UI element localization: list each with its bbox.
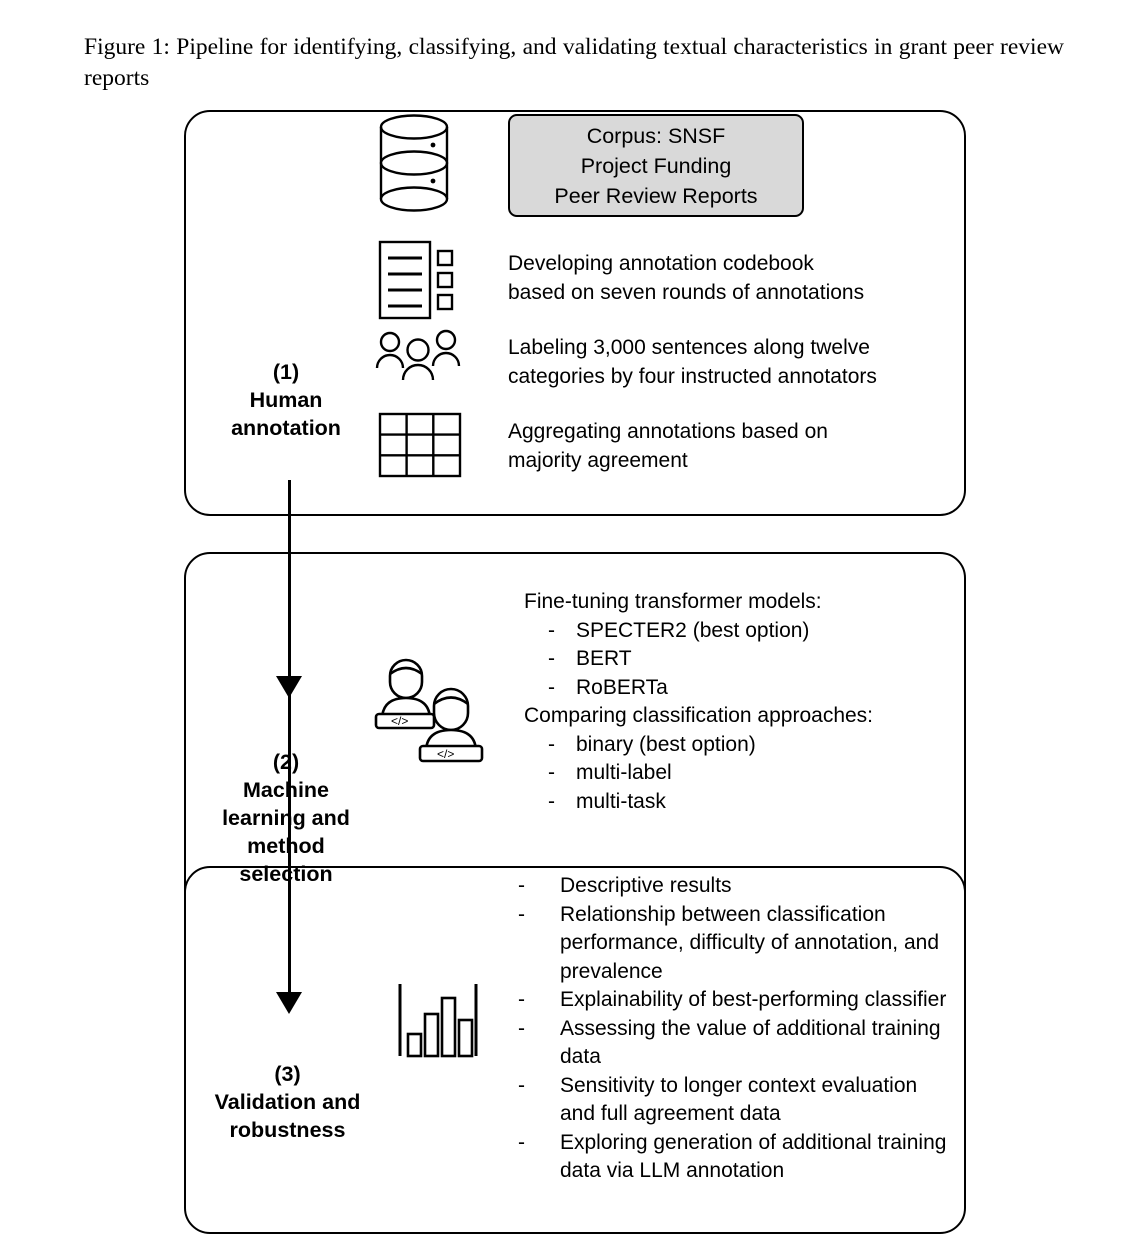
- list-item: [524, 759, 944, 788]
- dash: -: [518, 874, 525, 897]
- aggregating-text-line1: Aggregating annotations based on: [508, 420, 828, 443]
- dash: -: [548, 789, 555, 813]
- stage-3-title-line2: robustness: [229, 1118, 346, 1142]
- result-label: Sensitivity to longer context evaluation and full agreement data: [560, 1073, 918, 1125]
- dash: -: [518, 902, 525, 926]
- stage-2-approach-list: [524, 731, 944, 817]
- dash: -: [548, 647, 555, 670]
- people-icon: [374, 328, 466, 388]
- model-label: BERT: [576, 647, 632, 670]
- list-item: [524, 731, 944, 760]
- dash: -: [548, 732, 555, 756]
- dash: -: [518, 1073, 525, 1097]
- codebook-text-line2: based on seven rounds of annotations: [508, 280, 865, 304]
- stage-3-result-list: [518, 872, 958, 1186]
- result-label: Assessing the value of additional training data: [560, 1016, 941, 1068]
- list-item: [524, 645, 944, 674]
- corpus-line-2: Project Funding: [580, 153, 732, 178]
- stage-3-number: (3): [274, 1062, 301, 1086]
- codebook-icon: [378, 240, 462, 320]
- dash: -: [518, 988, 525, 1011]
- model-label: SPECTER2 (best option): [576, 618, 810, 642]
- codebook-text: [508, 250, 938, 307]
- dash: -: [548, 761, 555, 784]
- stage-2-title-line3: method: [247, 834, 325, 858]
- stage-2-number: (2): [272, 750, 300, 774]
- aggregating-text-line2: majority agreement: [508, 448, 688, 472]
- corpus-line-3: Peer Review Reports: [554, 183, 758, 208]
- result-label: Relationship between classification performance, difficulty of annotation, and prevalence: [560, 902, 940, 983]
- stage-3-title-line1: Validation and: [214, 1090, 361, 1114]
- list-item: [524, 788, 944, 817]
- svg-text:</>: </>: [391, 714, 409, 728]
- list-item: [518, 872, 958, 901]
- arrow-stage1-to-stage3-line: [288, 480, 291, 996]
- stage-2-text: [524, 588, 944, 816]
- corpus-line-1: Corpus: SNSF: [586, 123, 726, 148]
- stage-2-model-list: [524, 617, 944, 703]
- list-item: [518, 901, 958, 987]
- stage-2-title-line1: Machine: [242, 778, 330, 802]
- dash: -: [518, 1016, 525, 1040]
- stage-3-label: [190, 1060, 385, 1144]
- list-item: [518, 986, 958, 1015]
- list-item: [518, 1072, 958, 1129]
- stage-1-number: (1): [272, 360, 300, 384]
- result-label: Explainability of best-performing classifier: [560, 988, 947, 1011]
- figure-caption: Figure 1: Pipeline for identifying, classifying, and validating textual characteristics in grant peer review reports: [84, 34, 1064, 91]
- arrow-stage1-to-stage3-head: [276, 992, 302, 1014]
- corpus-box: [508, 114, 804, 217]
- model-label: RoBERTa: [576, 675, 668, 699]
- database-icon: [378, 114, 450, 214]
- codebook-text-line1: Developing annotation codebook: [508, 252, 814, 275]
- list-item: [518, 1015, 958, 1072]
- approach-label: multi-task: [576, 789, 666, 813]
- result-label: Exploring generation of additional training data via LLM annotation: [560, 1130, 947, 1182]
- stage-1-title-line2: annotation: [231, 416, 341, 440]
- pipeline-figure: [0, 100, 1124, 1240]
- approach-label: multi-label: [576, 761, 672, 784]
- list-item: [524, 674, 944, 703]
- aggregating-text: [508, 418, 938, 475]
- svg-text:</>: </>: [437, 747, 455, 761]
- stage-2-heading-approaches: Comparing classification approaches:: [524, 704, 874, 727]
- table-icon: [378, 412, 462, 478]
- stage-2-heading-models: Fine-tuning transformer models:: [524, 590, 822, 613]
- labeling-text-line1: Labeling 3,000 sentences along twelve: [508, 336, 870, 359]
- labeling-text-line2: categories by four instructed annotators: [508, 364, 877, 388]
- stage-2-label: [196, 748, 376, 888]
- dash: -: [548, 675, 555, 699]
- list-item: [524, 617, 944, 646]
- approach-label: binary (best option): [576, 732, 756, 756]
- labeling-text: [508, 334, 938, 391]
- dash: -: [518, 1130, 525, 1154]
- result-label: Descriptive results: [560, 874, 732, 897]
- stage-3-text: [518, 872, 958, 1186]
- dash: -: [548, 618, 555, 642]
- stage-2-title-line4: selection: [239, 862, 333, 886]
- stage-1-label: [196, 358, 376, 442]
- coders-icon: [368, 634, 500, 764]
- list-item: [518, 1129, 958, 1186]
- stage-1-title-line1: Human: [249, 388, 323, 412]
- stage-2-title-line2: learning and: [222, 806, 350, 830]
- bar-chart-icon: [396, 980, 480, 1060]
